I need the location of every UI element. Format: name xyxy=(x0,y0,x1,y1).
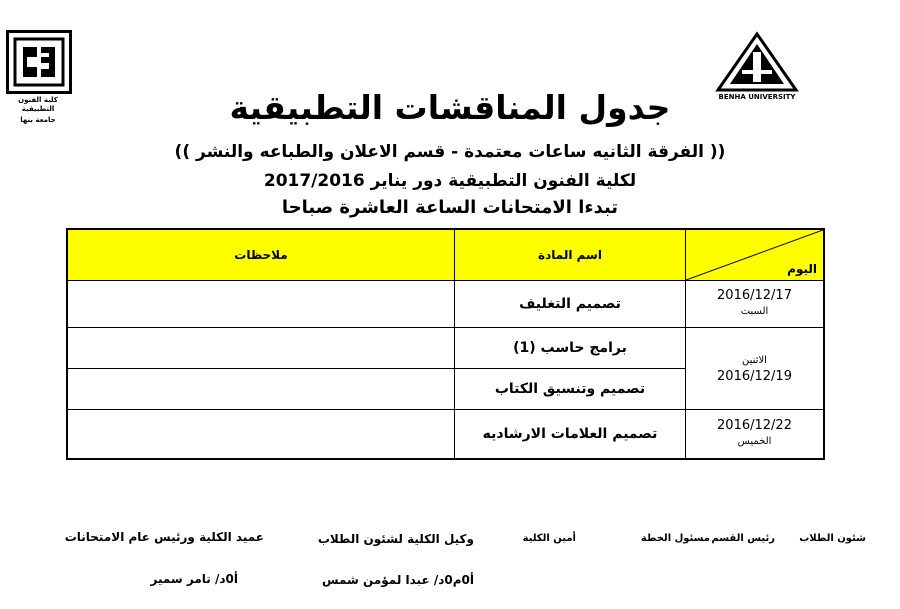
schedule-table xyxy=(66,228,825,460)
table-row xyxy=(67,328,824,369)
subject-cell: تصميم التغليف xyxy=(455,281,686,328)
header-day xyxy=(686,229,825,281)
subject-cell: تصميم العلامات الارشاديه xyxy=(455,410,686,460)
exam-weekday: الخميس xyxy=(737,436,772,447)
sig-student-affairs: شئون الطلاب xyxy=(799,533,866,544)
subject-cell: تصميم وتنسيق الكتاب xyxy=(455,369,686,410)
header-day-label: اليوم xyxy=(787,262,817,276)
day-cell xyxy=(686,281,825,328)
exam-date: 2016/12/19 xyxy=(717,368,792,384)
subtitle-session: لكلية الفنون التطبيقية دور يناير 2017/2016 xyxy=(263,171,637,191)
sig-college-secretary: أمين الكلية xyxy=(522,533,576,544)
subtitle-start-time: تبدءا الامتحانات الساعة العاشرة صباحا xyxy=(281,197,619,218)
header-notes: ملاحظات xyxy=(67,229,455,281)
day-cell xyxy=(686,410,825,460)
university-logo-caption: BENHA UNIVERSITY xyxy=(718,93,796,101)
table-row xyxy=(67,281,824,328)
notes-cell xyxy=(67,369,455,410)
sig-plan-officer: مسئول الخطة xyxy=(640,533,710,544)
notes-cell xyxy=(67,410,455,460)
table-row xyxy=(67,410,824,460)
notes-cell xyxy=(67,281,455,328)
exam-weekday: السبت xyxy=(740,306,769,317)
sig-dean: عميد الكلية ورئيس عام الامتحانات xyxy=(64,530,264,544)
subject-cell: برامج حاسب (1) xyxy=(455,328,686,369)
faculty-logo-caption-2: جامعة بنها xyxy=(20,116,56,124)
sig-vice-dean: وكيل الكلية لشئون الطلاب xyxy=(317,532,474,546)
faculty-logo-caption-1: كلية الفنون التطبيقية xyxy=(18,96,58,113)
exam-date: 2016/12/17 xyxy=(717,288,792,303)
subtitle-department: (( الفرقة الثانيه ساعات معتمدة - قسم الاعلان والطباعه والنشر )) xyxy=(174,142,726,162)
page-title: جدول المناقشات التطبيقية xyxy=(229,88,671,127)
header-subject: اسم المادة xyxy=(455,229,686,281)
sig-dept-head: رئيس القسم xyxy=(711,533,775,544)
dean-name: أ0د/ تامر سمير xyxy=(150,572,238,586)
notes-cell xyxy=(67,328,455,369)
table-header-row xyxy=(67,229,824,281)
exam-date: 2016/12/22 xyxy=(717,418,792,433)
vice-dean-name: أ0م0د/ عبدا لمؤمن شمس xyxy=(322,573,474,587)
exam-weekday: الاثنين xyxy=(742,354,767,366)
day-cell xyxy=(686,328,825,410)
